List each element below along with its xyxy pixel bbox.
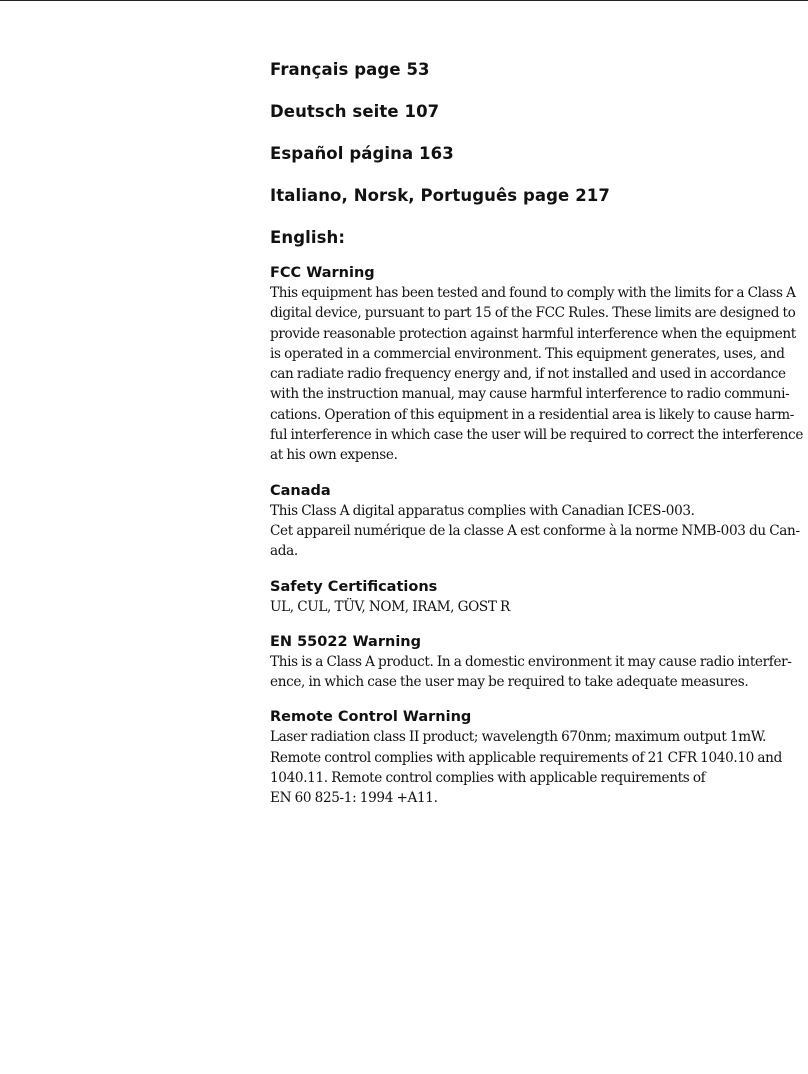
text-line: digital device, pursuant to part 15 of the FCC Rules. These limits are designed to	[270, 305, 796, 322]
language-heading-english: English:	[270, 228, 346, 247]
text-line: This is a Class A product. In a domestic environment it may cause radio interfer-	[270, 653, 792, 670]
text-line: can radiate radio frequency energy and, if not installed and used in accordance	[270, 366, 786, 383]
text-line: at his own expense.	[270, 447, 398, 464]
text-line: 1040.11. Remote control complies with applicable requirements of	[270, 770, 706, 787]
canada-section	[270, 482, 800, 562]
canada-text	[270, 501, 800, 562]
text-line: ence, in which case the user may be required to take adequate measures.	[270, 674, 749, 691]
remote-control-warning-heading: Remote Control Warning	[270, 709, 472, 726]
fcc-warning-text	[270, 283, 804, 466]
canada-heading: Canada	[270, 482, 331, 499]
remote-control-warning-text	[270, 727, 800, 808]
safety-certifications-section	[270, 578, 800, 617]
language-link-german: Deutsch seite 107	[270, 102, 440, 121]
text-line: UL, CUL, TÜV, NOM, IRAM, GOST R	[270, 598, 510, 615]
language-link-french: Français page 53	[270, 60, 430, 79]
remote-control-warning-section	[270, 708, 800, 808]
language-link-italian-norwegian-portuguese: Italiano, Norsk, Português page 217	[270, 186, 610, 205]
text-line: is operated in a commercial environment. This equipment generates, uses, and	[270, 345, 785, 362]
text-line: This equipment has been tested and found to comply with the limits for a Class A	[270, 285, 796, 301]
text-line: Laser radiation class II product; wavelength 670nm; maximum output 1mW.	[270, 729, 766, 746]
text-line: Cet appareil numérique de la classe A est conforme à la norme NMB-003 du Can-	[270, 522, 800, 539]
document-body	[270, 60, 804, 825]
safety-certifications-text	[270, 597, 800, 617]
en55022-warning-text	[270, 652, 800, 693]
top-rule	[0, 0, 808, 1]
text-line: ada.	[270, 543, 298, 560]
text-line: EN 60 825-1: 1994 +A11.	[270, 790, 438, 807]
safety-certifications-heading: Safety Certifications	[270, 578, 438, 595]
text-line: with the instruction manual, may cause harmful interference to radio communi-	[270, 386, 790, 403]
en55022-warning-section	[270, 633, 800, 693]
text-line: cations. Operation of this equipment in a residential area is likely to cause harm-	[270, 406, 794, 423]
fcc-warning-section	[270, 264, 804, 466]
text-line: ful interference in which case the user will be required to correct the interference	[270, 427, 804, 444]
text-line: This Class A digital apparatus complies with Canadian ICES-003.	[270, 502, 695, 519]
en55022-warning-heading: EN 55022 Warning	[270, 633, 421, 650]
fcc-warning-heading: FCC Warning	[270, 265, 375, 281]
language-link-spanish: Español página 163	[270, 144, 454, 163]
text-line: provide reasonable protection against harmful interference when the equipment	[270, 325, 796, 342]
text-line: Remote control complies with applicable requirements of 21 CFR 1040.10 and	[270, 749, 782, 766]
